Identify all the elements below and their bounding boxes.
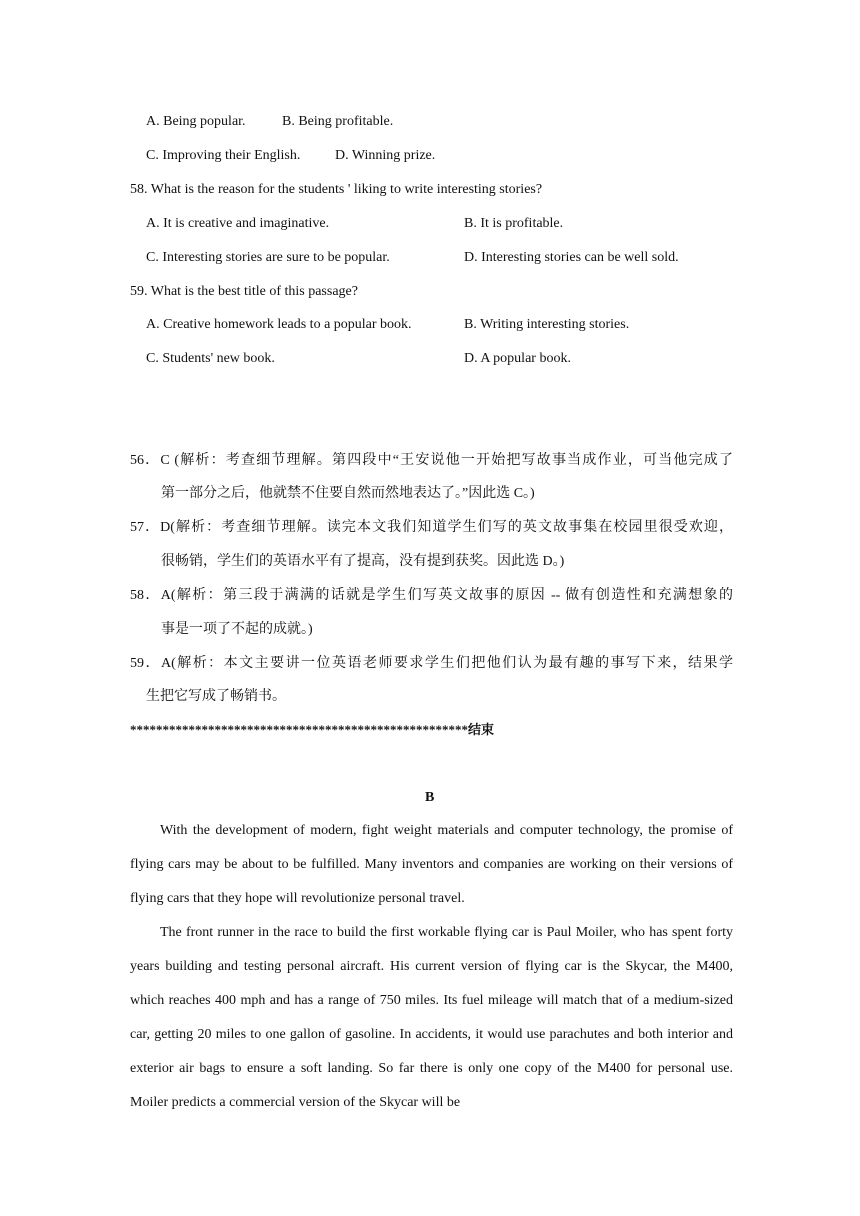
- answer-59-line-1: 59．A(解析：本文主要讲一位英语老师要求学生们把他们认为最有趣的事写下来，结果学: [130, 656, 733, 671]
- passage-paragraph-1: [130, 814, 733, 916]
- q59-option-d: D. A popular book.: [464, 351, 571, 366]
- q59-option-b: B. Writing interesting stories.: [464, 317, 630, 332]
- q57-option-c: C. Improving their English.: [146, 148, 301, 163]
- q58-option-d: D. Interesting stories can be well sold.: [464, 250, 679, 265]
- end-marker: ****************************************************结束: [130, 722, 495, 737]
- q58-option-c: C. Interesting stories are sure to be popular.: [146, 250, 390, 265]
- q58-option-a: A. It is creative and imaginative.: [146, 216, 330, 231]
- answer-58-line-1: 58．A(解析：第三段于满满的话就是学生们写英文故事的原因 -- 做有创造性和充满想象的: [130, 588, 733, 603]
- q58-stem: 58. What is the reason for the students ' liking to write interesting stories?: [130, 182, 543, 197]
- passage-paragraph-1-text: With the development of modern, fight weight materials and computer technology, the promise of flying cars may be about to be fulfilled. Many inventors and companies are working on their versions of flying cars that they hope will revolutionize personal travel.: [130, 823, 733, 906]
- passage-paragraph-2-text: The front runner in the race to build the first workable flying car is Paul Moiler, who has spent forty years building and testing personal aircraft. His current version of flying car is the Skycar, the M400, which reaches 400 mph and has a range of 750 miles. Its fuel mileage will match that of a medium-sized car, getting 20 miles to one gallon of gasoline. In accidents, it would use parachutes and both interior and exterior air bags to ensure a soft landing. So far there is only one copy of the M400 for personal use. Moiler predicts a commercial version of the Skycar will be: [130, 925, 733, 1110]
- q57-option-b: B. Being profitable.: [282, 114, 394, 129]
- q59-option-a: A. Creative homework leads to a popular book.: [146, 317, 412, 332]
- q58-option-b: B. It is profitable.: [464, 216, 564, 231]
- section-heading: B: [425, 790, 435, 805]
- answer-57-line-2: 很畅销，学生们的英语水平有了提高，没有提到获奖。因此选 D。): [161, 554, 565, 569]
- answer-59-line-2: 生把它写成了畅销书。: [146, 689, 286, 704]
- q59-stem: 59. What is the best title of this passage?: [130, 284, 358, 299]
- answer-56-line-2: 第一部分之后，他就禁不住要自然而然地表达了。”因此选 C。): [161, 486, 535, 501]
- passage-paragraph-2: [130, 916, 733, 1120]
- answer-56-line-1: 56．C (解析：考查细节理解。第四段中“王安说他一开始把写故事当成作业，可当他完成了: [130, 453, 733, 468]
- answer-58-line-2: 事是一项了不起的成就。): [161, 622, 313, 637]
- q57-option-d: D. Winning prize.: [335, 148, 436, 163]
- q57-option-a: A. Being popular.: [146, 114, 246, 129]
- answer-57-line-1: 57．D(解析：考查细节理解。读完本文我们知道学生们写的英文故事集在校园里很受欢迎，: [130, 520, 733, 535]
- q59-option-c: C. Students' new book.: [146, 351, 275, 366]
